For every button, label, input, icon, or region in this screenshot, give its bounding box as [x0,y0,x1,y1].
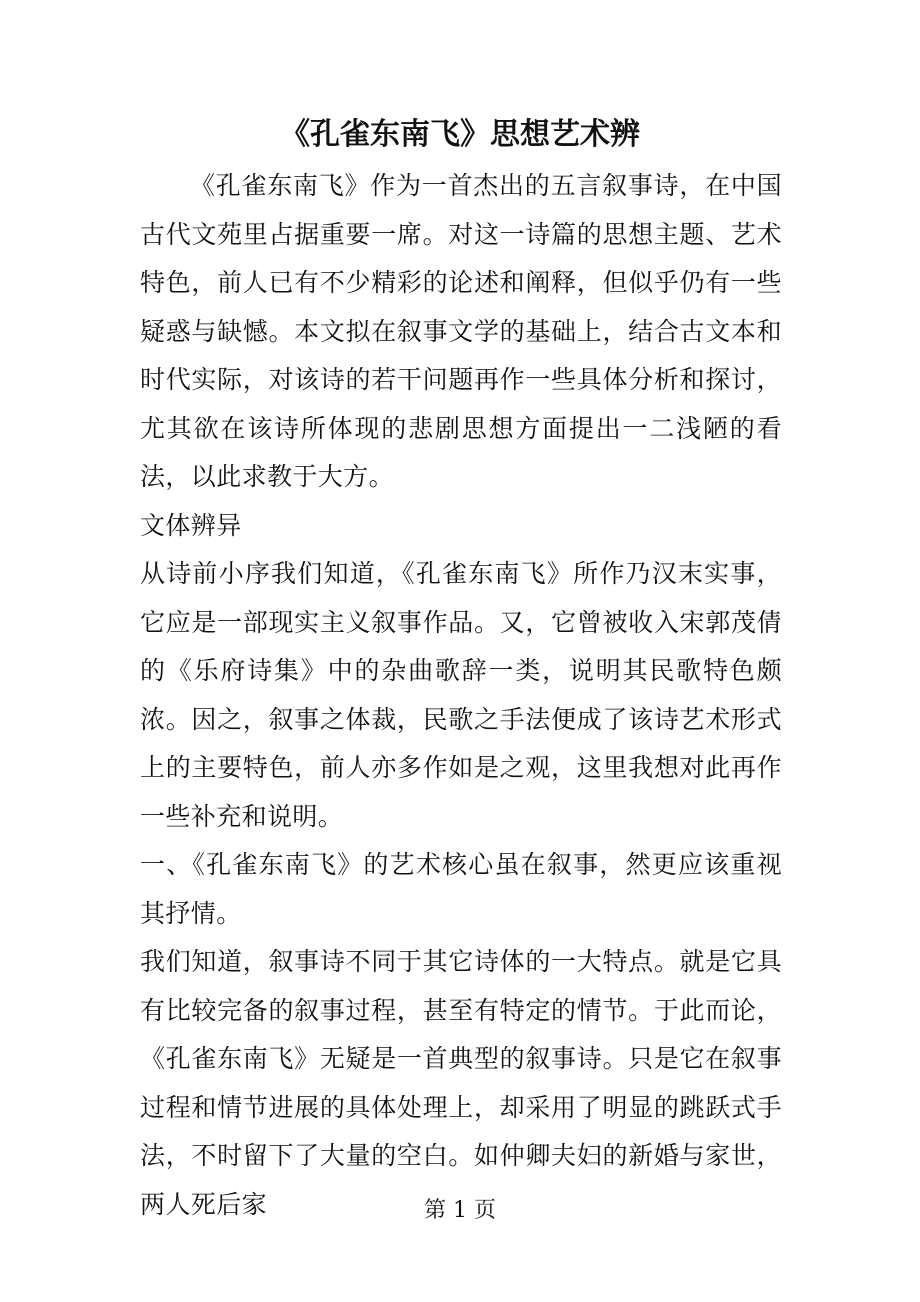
section-heading-genre: 文体辨异 [140,510,242,540]
page-number: 第 1 页 [424,1198,496,1223]
document-title: 《孔雀东南飞》思想艺术辨 [280,117,640,152]
subheading-point-one: 一、《孔雀东南飞》的艺术核心虽在叙事，然更应该重视其抒情。 [140,850,782,928]
paragraph-genre: 从诗前小序我们知道，《孔雀东南飞》所作乃汉末实事，它应是一部现实主义叙事作品。又，它曾被收入宋郭茂倩的《乐府诗集》中的杂曲歌辞一类，说明其民歌特色颇浓。因之，叙事之体裁，民歌之手法便成了该诗艺术形式上的主要特色，前人亦多作如是之观，这里我想对此再作一些补充和说明。 [140,559,782,831]
paragraph-intro: 《孔雀东南飞》作为一首杰出的五言叙事诗，在中国古代文苑里占据重要一席。对这一诗篇的思想主题、艺术特色，前人已有不少精彩的论述和阐释，但似乎仍有一些疑惑与缺憾。本文拟在叙事文学的基础上，结合古文本和时代实际，对该诗的若干问题再作一些具体分析和探讨，尤其欲在该诗所体现的悲剧思想方面提出一二浅陋的看法，以此求教于大方。 [140,171,782,491]
document-body [140,162,782,1229]
paragraph-narrative: 我们知道，叙事诗不同于其它诗体的一大特点。就是它具有比较完备的叙事过程，甚至有特定的情节。于此而论，《孔雀东南飞》无疑是一首典型的叙事诗。只是它在叙事过程和情节进展的具体处理上，却采用了明显的跳跃式手法，不时留下了大量的空白。如仲卿夫妇的新婚与家世，两人死后家 [140,947,782,1219]
